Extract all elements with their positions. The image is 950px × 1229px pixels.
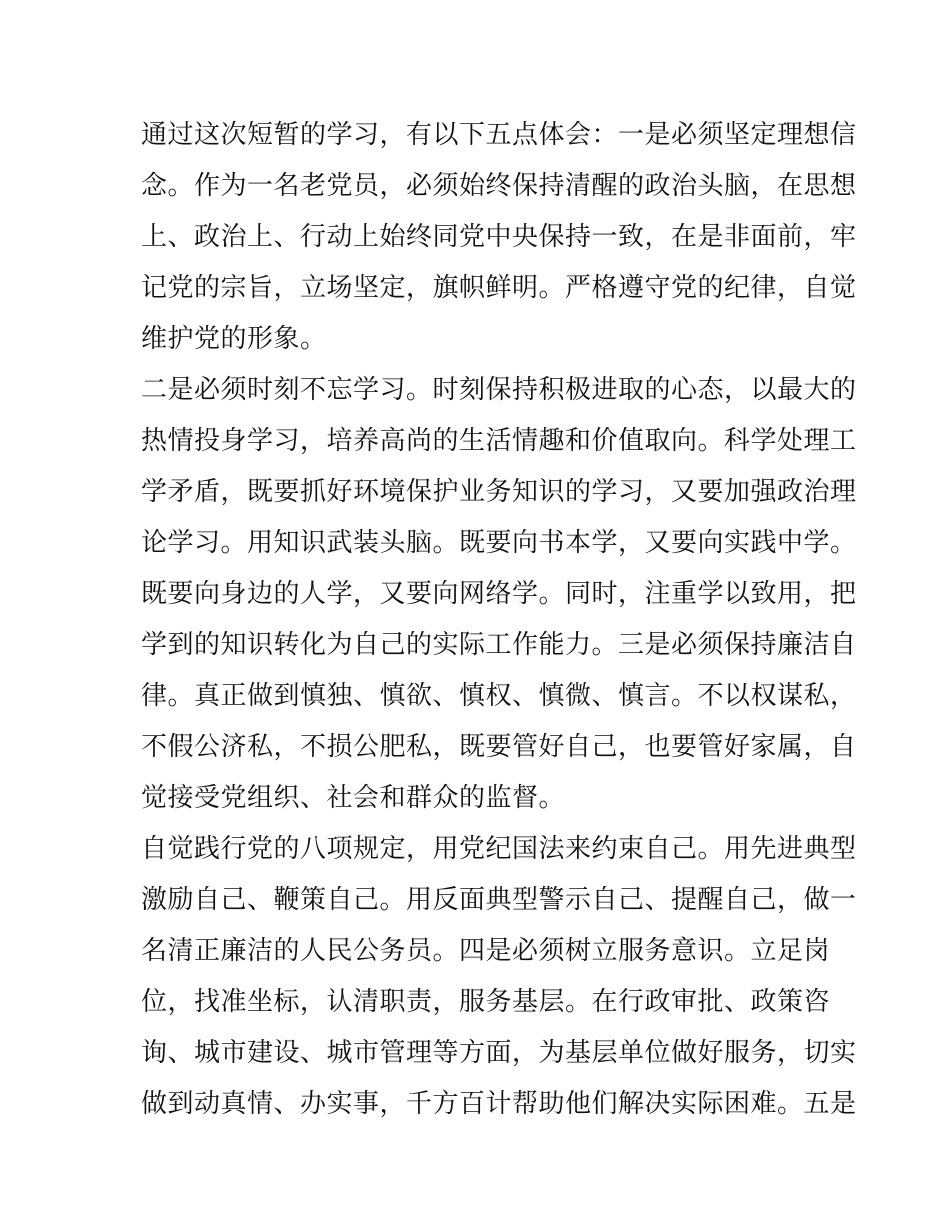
paragraph-1 <box>141 110 857 365</box>
paragraph-2 <box>141 365 857 824</box>
text-line: 维护党的形象。 <box>141 324 327 354</box>
document-body <box>141 110 857 1130</box>
text-line: 上、政治上、行动上始终同党中央保持一致，在是非面前，牢 <box>141 222 857 252</box>
text-line: 询、城市建设、城市管理等方面，为基层单位做好服务，切实 <box>141 1038 857 1068</box>
text-line: 不假公济私，不损公肥私，既要管好自己，也要管好家属，自 <box>141 732 857 762</box>
text-line: 学矛盾，既要抓好环境保护业务知识的学习，又要加强政治理 <box>141 477 857 507</box>
text-line: 律。真正做到慎独、慎欲、慎权、慎微、慎言。不以权谋私， <box>141 681 857 711</box>
text-line: 既要向身边的人学，又要向网络学。同时，注重学以致用，把 <box>141 579 857 609</box>
text-line: 自觉践行党的八项规定，用党纪国法来约束自己。用先进典型 <box>141 834 857 864</box>
text-line: 学到的知识转化为自己的实际工作能力。三是必须保持廉洁自 <box>141 630 857 660</box>
text-line: 通过这次短暂的学习，有以下五点体会：一是必须坚定理想信 <box>141 120 857 150</box>
text-line: 名清正廉洁的人民公务员。四是必须树立服务意识。立足岗 <box>141 936 831 966</box>
text-line: 记党的宗旨，立场坚定，旗帜鲜明。严格遵守党的纪律，自觉 <box>141 273 857 303</box>
text-line: 论学习。用知识武装头脑。既要向书本学，又要向实践中学。 <box>141 528 857 558</box>
text-line: 觉接受党组织、社会和群众的监督。 <box>141 783 566 813</box>
text-line: 位，找准坐标，认清职责，服务基层。在行政审批、政策咨 <box>141 987 831 1017</box>
paragraph-3 <box>141 824 857 1130</box>
text-line: 热情投身学习，培养高尚的生活情趣和价值取向。科学处理工 <box>141 426 857 456</box>
text-line: 做到动真情、办实事，千方百计帮助他们解决实际困难。五是 <box>141 1089 857 1119</box>
text-line: 二是必须时刻不忘学习。时刻保持积极进取的心态，以最大的 <box>141 375 857 405</box>
text-line: 激励自己、鞭策自己。用反面典型警示自己、提醒自己，做一 <box>141 885 857 915</box>
text-line: 念。作为一名老党员，必须始终保持清醒的政治头脑，在思想 <box>141 171 857 201</box>
